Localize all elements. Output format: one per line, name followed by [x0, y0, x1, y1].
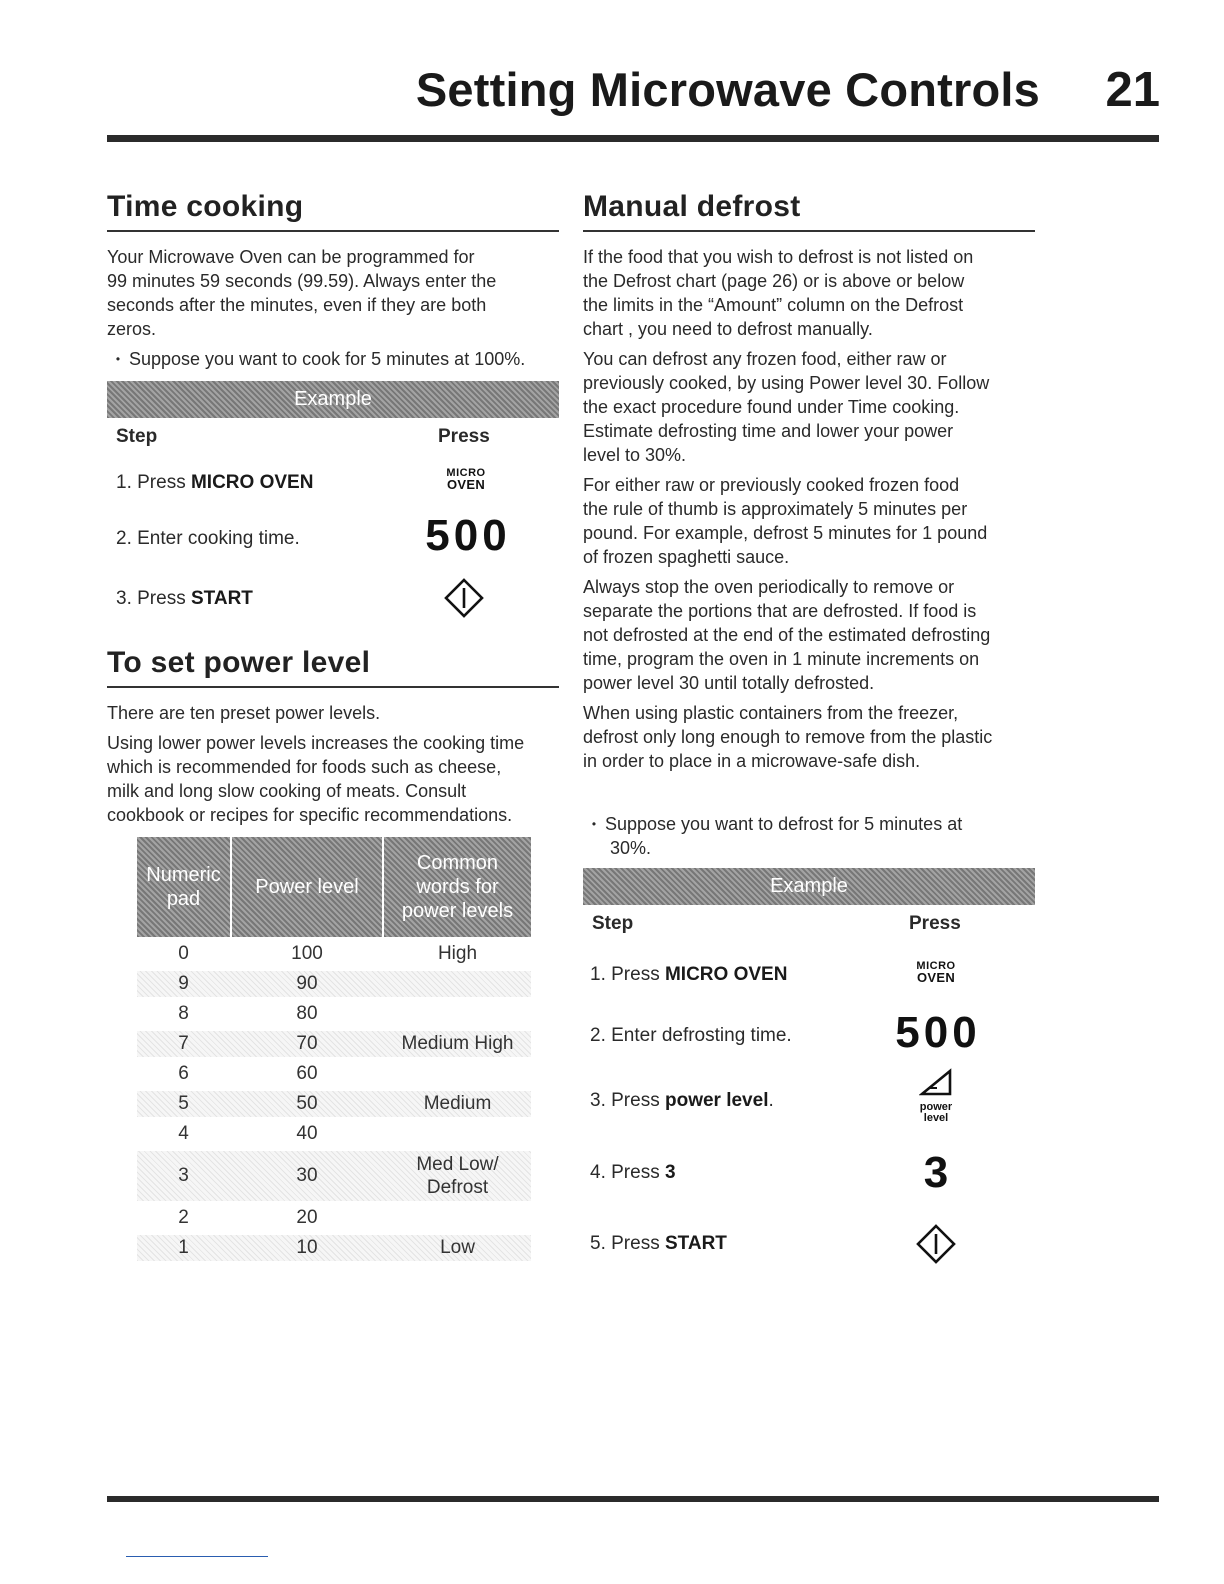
step-bold: MICRO OVEN	[664, 964, 788, 985]
step-column-header: Step	[592, 913, 634, 934]
defrost-para-2	[583, 347, 1053, 467]
bullet-text: Suppose you want to cook for 5 minutes at 100%.	[129, 349, 526, 369]
text-line: the rule of thumb is approximately 5 minutes per	[583, 499, 968, 519]
footer-rule	[107, 1496, 1159, 1502]
cell-level: 70	[296, 1033, 318, 1054]
text-line: When using plastic containers from the freezer,	[583, 703, 959, 723]
cell-pad: 6	[178, 1063, 189, 1084]
table-row	[137, 1091, 531, 1117]
time-cooking-paragraph	[107, 245, 567, 341]
cell-pad: 7	[178, 1033, 189, 1054]
step-column-header: Step	[116, 426, 158, 447]
defrost-para-3	[583, 473, 1053, 569]
bullet-text: Suppose you want to defrost for 5 minutes at	[605, 814, 963, 834]
table-row	[137, 1001, 531, 1027]
step-bold: START	[664, 1233, 727, 1254]
text-line: the Defrost chart (page 26) or is above or below	[583, 271, 965, 291]
digits-500: 500	[425, 511, 511, 560]
table-row	[137, 1121, 531, 1147]
power-level-key-label	[906, 1102, 966, 1124]
text-line: You can defrost any frozen food, either raw or	[583, 349, 947, 369]
micro-oven-key-icon	[436, 467, 496, 491]
step-prefix: 4. Press	[590, 1162, 665, 1183]
text-line: Estimate defrosting time and lower your power	[583, 421, 954, 441]
step-prefix: 5. Press	[590, 1233, 665, 1254]
cell-pad: 3	[178, 1165, 189, 1186]
manual-defrost-heading: Manual defrost	[583, 190, 801, 223]
cell-pad: 9	[178, 973, 189, 994]
text-line: Always stop the oven periodically to remove or	[583, 577, 955, 597]
step-1	[116, 472, 313, 494]
start-icon	[916, 1224, 956, 1264]
table-row	[137, 1205, 531, 1231]
text-line: zeros.	[107, 319, 157, 339]
step-bold: START	[190, 588, 253, 609]
manual-defrost-rule	[583, 230, 1035, 232]
step-2	[116, 528, 300, 550]
defrost-para-1	[583, 245, 1053, 341]
table-row	[137, 971, 531, 997]
key-label-power: power	[919, 1101, 953, 1113]
text-line: defrost only long enough to remove from the plastic	[583, 727, 993, 747]
cell-words: Med Low/ Defrost	[416, 1154, 499, 1198]
step-prefix: 3. Press	[116, 588, 191, 609]
text-line: There are ten preset power levels.	[107, 703, 381, 723]
text-line: time, program the oven in 1 minute increments on	[583, 649, 980, 669]
step-prefix: 2. Enter cooking time.	[116, 528, 300, 549]
cell-words: High	[437, 943, 478, 964]
step-prefix: 1. Press	[590, 964, 665, 985]
step-1	[590, 964, 787, 986]
digits-500: 500	[895, 1008, 981, 1057]
defrost-para-4	[583, 575, 1053, 695]
cell-level: 20	[296, 1207, 318, 1228]
power-level-icon	[919, 1068, 953, 1096]
start-icon	[444, 578, 484, 618]
cell-words: Medium High	[401, 1033, 514, 1054]
bullet-dot: •	[115, 352, 121, 366]
cell-pad: 4	[178, 1123, 189, 1144]
power-level-text	[107, 701, 577, 833]
page-title: Setting Microwave Controls	[415, 63, 1040, 116]
cell-pad: 8	[178, 1003, 189, 1024]
step-bold: power level	[664, 1090, 769, 1111]
text-line: of frozen spaghetti sauce.	[583, 547, 790, 567]
cell-level: 40	[296, 1123, 318, 1144]
defrost-para-5	[583, 701, 1053, 773]
key-label-micro: MICRO	[916, 960, 956, 972]
step-suffix: .	[768, 1090, 774, 1111]
press-column-header: Press	[909, 913, 961, 934]
bullet-dot: •	[591, 817, 597, 831]
press-column-header: Press	[438, 426, 490, 447]
table-row	[137, 1061, 531, 1087]
text-line: pound. For example, defrost 5 minutes for 1 pound	[583, 523, 988, 543]
footer-link-underline	[126, 1556, 268, 1557]
step-bold: MICRO OVEN	[190, 472, 314, 493]
step-3	[590, 1090, 774, 1112]
text-line: in order to place in a microwave-safe dish.	[583, 751, 921, 771]
text-line: not defrosted at the end of the estimated defrosting	[583, 625, 991, 645]
cell-level: 60	[296, 1063, 318, 1084]
text-line: level to 30%.	[583, 445, 687, 465]
cell-pad: 2	[178, 1207, 189, 1228]
table-header-power-level: Power level	[232, 837, 382, 937]
table-row	[137, 1031, 531, 1057]
time-cooking-bullet	[107, 347, 567, 371]
text-line: which is recommended for foods such as cheese,	[107, 757, 502, 777]
cell-pad: 1	[178, 1237, 189, 1258]
power-para-2	[107, 731, 577, 827]
cell-level: 100	[291, 943, 323, 964]
text-line: cookbook or recipes for specific recommendations.	[107, 805, 513, 825]
cell-pad: 5	[178, 1093, 189, 1114]
text-line: 99 minutes 59 seconds (99.59). Always enter the	[107, 271, 497, 291]
digit-3: 3	[923, 1148, 949, 1197]
key-label-level: level	[923, 1112, 949, 1124]
text-line: Using lower power levels increases the cooking time	[107, 733, 525, 753]
text-line: the exact procedure found under Time cooking.	[583, 397, 960, 417]
defrost-bullet	[583, 812, 1043, 860]
cell-level: 90	[296, 973, 318, 994]
step-2	[590, 1025, 792, 1047]
table-row	[137, 1151, 531, 1201]
example-band: Example	[583, 868, 1035, 905]
micro-oven-key-icon	[906, 960, 966, 984]
example-band: Example	[107, 381, 559, 418]
bullet-text-cont: 30%.	[610, 838, 652, 858]
table-row	[137, 1235, 531, 1261]
cell-pad: 0	[178, 943, 189, 964]
cell-level: 50	[296, 1093, 318, 1114]
text-line: separate the portions that are defrosted. If food is	[583, 601, 977, 621]
power-para-1	[107, 701, 577, 725]
cell-words: Low	[440, 1237, 475, 1258]
cell-level: 30	[296, 1165, 318, 1186]
cell-level: 80	[296, 1003, 318, 1024]
step-prefix: 3. Press	[590, 1090, 665, 1111]
text-line: the limits in the “Amount” column on the Defrost	[583, 295, 964, 315]
time-cooking-rule	[107, 230, 559, 232]
manual-defrost-text	[583, 245, 1053, 779]
table-header-numeric-pad: Numeric pad	[137, 837, 230, 937]
text-line: milk and long slow cooking of meats. Consult	[107, 781, 467, 801]
text-line: power level 30 until totally defrosted.	[583, 673, 875, 693]
text-line: previously cooked, by using Power level 30. Follow	[583, 373, 990, 393]
step-5	[590, 1233, 727, 1255]
cell-level: 10	[296, 1237, 318, 1258]
text-line: Your Microwave Oven can be programmed for	[107, 247, 475, 267]
time-cooking-heading: Time cooking	[107, 190, 304, 223]
key-label-oven: OVEN	[916, 970, 956, 985]
table-header-common-words: Common words for power levels	[384, 837, 531, 937]
step-3	[116, 588, 253, 610]
header-rule	[107, 135, 1159, 142]
step-4	[590, 1162, 676, 1184]
power-level-heading: To set power level	[107, 646, 371, 679]
text-line: If the food that you wish to defrost is not listed on	[583, 247, 974, 267]
text-line: chart , you need to defrost manually.	[583, 319, 873, 339]
text-line: For either raw or previously cooked frozen food	[583, 475, 960, 495]
power-level-rule	[107, 686, 559, 688]
table-row	[137, 941, 531, 967]
key-label-oven: OVEN	[446, 477, 486, 492]
step-bold: 3	[664, 1162, 676, 1183]
cell-words: Medium	[423, 1093, 492, 1114]
step-prefix: 1. Press	[116, 472, 191, 493]
text-line: seconds after the minutes, even if they are both	[107, 295, 487, 315]
step-prefix: 2. Enter defrosting time.	[590, 1025, 792, 1046]
page-number: 21	[1105, 63, 1160, 117]
key-label-micro: MICRO	[446, 467, 486, 479]
